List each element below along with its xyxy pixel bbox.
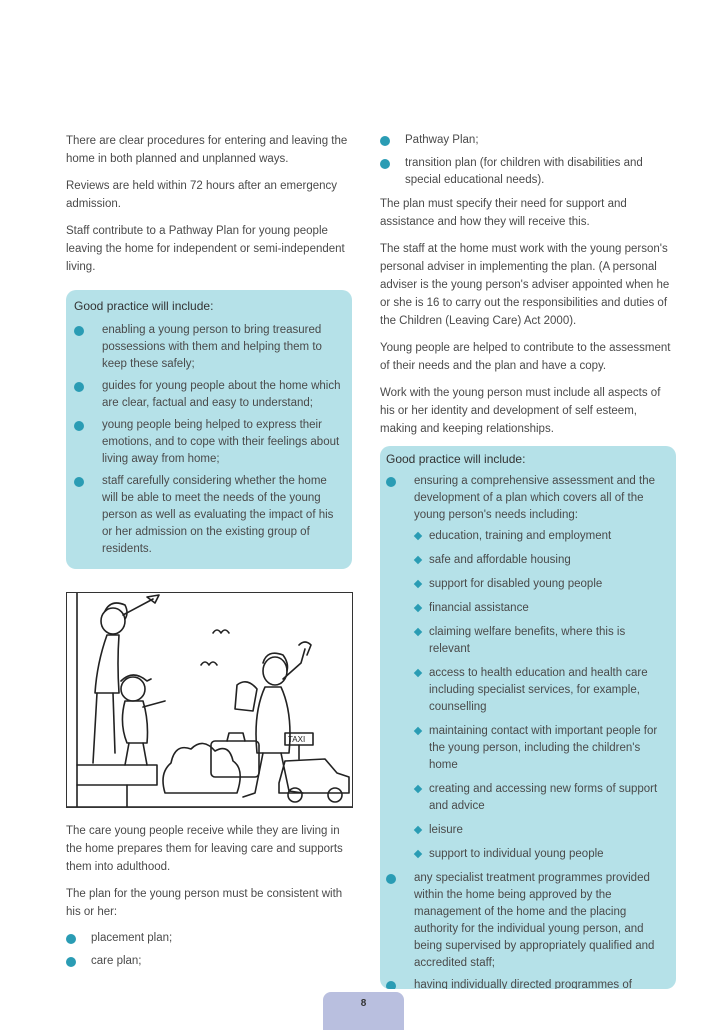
- bullet-icon: [74, 477, 84, 487]
- good-practice-box: [66, 290, 352, 569]
- list-item: ensuring a comprehensive assessment and the development of a plan which covers all of the young person's needs including: education, training and employment safe and affordable housing support for disabled young people financial assistance claiming welfare benefits, where this is relevant access to health education and health care including specialist services, for example, counselling maintaining contact with important people for the young person, including the children's home creating and accessing new forms of support and advice leisure support to individual young people: [386, 473, 666, 863]
- diamond-bullet-icon: [414, 532, 422, 540]
- bullet-icon: [386, 477, 396, 487]
- taxi-sign-text: TAXI: [288, 735, 306, 744]
- paragraph: Staff contribute to a Pathway Plan for young people leaving the home for independent or semi-independent living.: [66, 225, 345, 273]
- sub-list-item: leisure: [414, 822, 666, 839]
- bullet-icon: [380, 159, 390, 169]
- sub-list-item: education, training and employment: [414, 528, 666, 545]
- good-practice-box: [380, 446, 676, 989]
- right-column: [380, 132, 676, 989]
- diamond-bullet-icon: [414, 669, 422, 677]
- sub-list-item: safe and affordable housing: [414, 552, 666, 569]
- paragraph: The staff at the home must work with the young person's personal adviser in implementing the plan. (A personal adviser is the young person's adviser appointed when he or she is 16 to carry out the responsibilities and duties of the Children (Leaving Care) Act 2000).: [380, 243, 670, 327]
- left-column-lower: [66, 822, 354, 976]
- diamond-bullet-icon: [414, 850, 422, 858]
- bullet-icon: [380, 136, 390, 146]
- sub-list-item: support to individual young people: [414, 846, 666, 863]
- list-item: Pathway Plan;: [380, 132, 676, 149]
- paragraph: The care young people receive while they are living in the home prepares them for leaving care and supports them into adulthood.: [66, 825, 343, 873]
- paragraph: Reviews are held within 72 hours after an emergency admission.: [66, 180, 338, 210]
- list-item: placement plan;: [66, 930, 354, 947]
- sub-list-item: support for disabled young people: [414, 576, 666, 593]
- sub-list-item: claiming welfare benefits, where this is relevant: [414, 624, 666, 658]
- list-item: enabling a young person to bring treasured possessions with them and helping them to keep these safely;: [74, 322, 342, 373]
- paragraph: Work with the young person must include all aspects of his or her identity and development of self esteem, making and keeping relationships.: [380, 387, 661, 435]
- list-item: young people being helped to express their emotions, and to cope with their feelings about living away from home;: [74, 417, 342, 468]
- bullet-icon: [386, 874, 396, 884]
- diamond-bullet-icon: [414, 727, 422, 735]
- diamond-bullet-icon: [414, 604, 422, 612]
- page-number: 8: [360, 998, 367, 1009]
- bullet-icon: [66, 957, 76, 967]
- diamond-bullet-icon: [414, 785, 422, 793]
- box-title: Good practice will include:: [386, 452, 526, 466]
- left-column: [66, 132, 354, 613]
- diamond-bullet-icon: [414, 826, 422, 834]
- paragraph: Young people are helped to contribute to the assessment of their needs and the plan and have a copy.: [380, 342, 671, 372]
- sub-list-item: access to health education and health care including specialist services, for example, counselling: [414, 665, 666, 716]
- paragraph: The plan must specify their need for support and assistance and how they will receive this.: [380, 198, 627, 228]
- list-item: guides for young people about the home which are clear, factual and easy to understand;: [74, 378, 342, 412]
- diamond-bullet-icon: [414, 628, 422, 636]
- diamond-bullet-icon: [414, 580, 422, 588]
- bullet-icon: [74, 326, 84, 336]
- list-item: any specialist treatment programmes provided within the home being approved by the management of the home and the placing authority for the individual young person, and being supervised by appropriately qualified and accredited staff;: [386, 870, 666, 972]
- sub-list-item: creating and accessing new forms of support and advice: [414, 781, 666, 815]
- list-item: having individually directed programmes of: [386, 977, 666, 989]
- box-title: Good practice will include:: [74, 299, 214, 313]
- paragraph: There are clear procedures for entering and leaving the home in both planned and unplanned ways.: [66, 135, 348, 165]
- diamond-bullet-icon: [414, 556, 422, 564]
- bullet-icon: [386, 981, 396, 989]
- bullet-icon: [66, 934, 76, 944]
- bullet-icon: [74, 421, 84, 431]
- list-item: care plan;: [66, 953, 354, 970]
- leaving-care-illustration: [66, 592, 353, 808]
- paragraph: The plan for the young person must be consistent with his or her:: [66, 888, 343, 918]
- sub-list-item: financial assistance: [414, 600, 666, 617]
- page-number-tab: [323, 992, 404, 1030]
- sub-list-item: maintaining contact with important people for the young person, including the children's home: [414, 723, 666, 774]
- list-item: transition plan (for children with disabilities and special educational needs).: [380, 155, 676, 189]
- bullet-icon: [74, 382, 84, 392]
- list-item: staff carefully considering whether the home will be able to meet the needs of the young person as well as evaluating the impact of his or her admission on the existing group of residents.: [74, 473, 342, 558]
